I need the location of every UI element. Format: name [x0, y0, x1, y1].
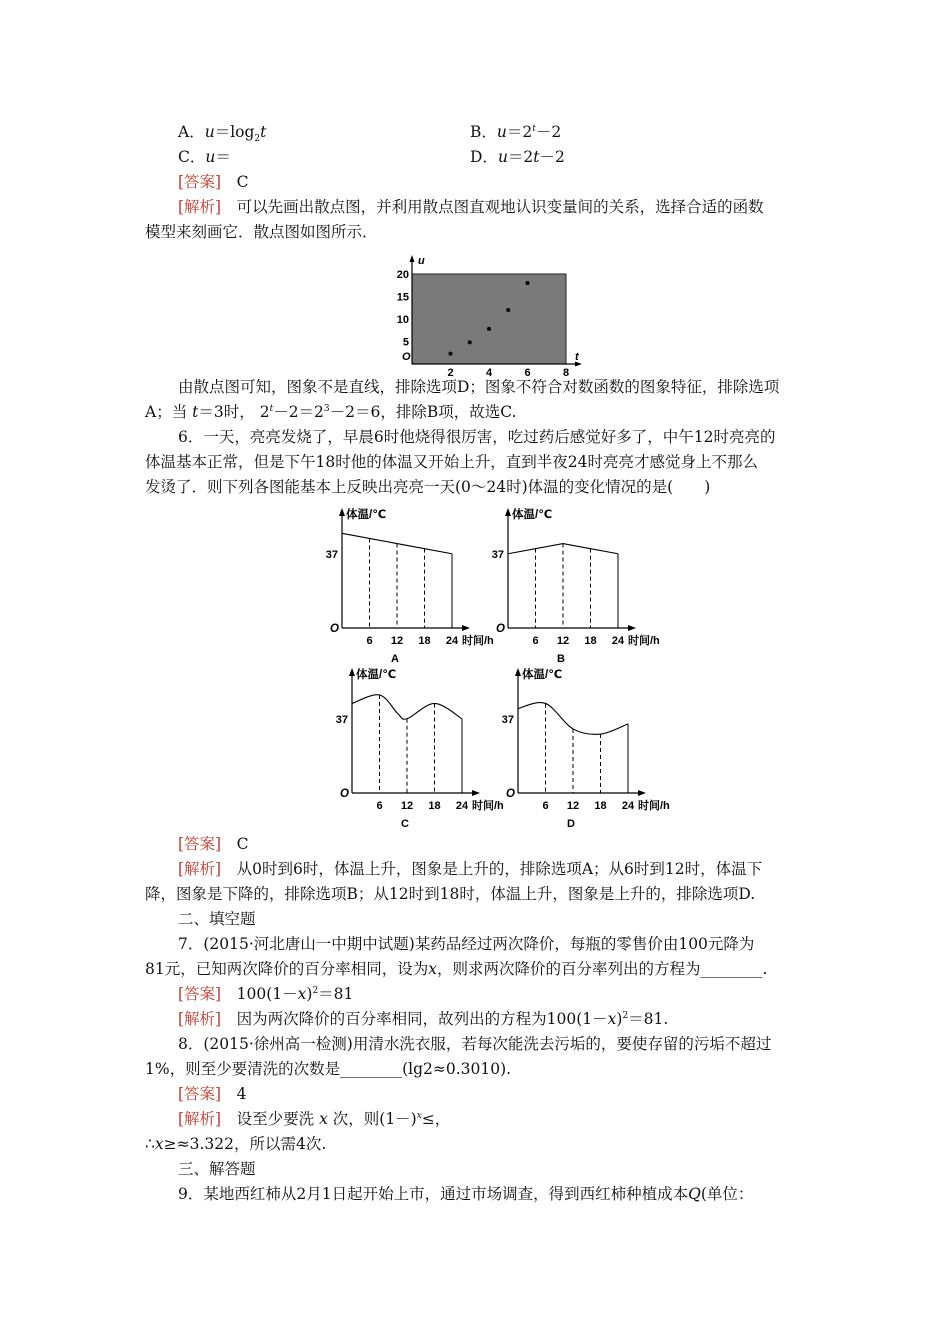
temp-origin: O — [330, 623, 339, 635]
q5-after-line2: A；当 t＝3时， $2^t-2=2^3-2=6$，排除B项，故选C. — [145, 403, 517, 421]
temp-chart-name: D — [567, 818, 575, 830]
option-d: D．u＝2t－2 — [470, 148, 565, 166]
option-a: A．$u=\log_2t$ — [178, 123, 267, 145]
temp-x-tick: 24 — [621, 800, 635, 812]
temp-chart-c — [336, 667, 504, 830]
temp-y-label: 体温/℃ — [522, 669, 563, 681]
temp-chart-name: B — [557, 653, 565, 665]
temp-chart-name: A — [391, 653, 399, 665]
temp-x-label: 时间/h — [638, 800, 670, 812]
temp-chart-d — [502, 667, 670, 830]
scatter-x-tick: 6 — [524, 367, 531, 379]
scatter-y-tick: 5 — [402, 336, 409, 349]
option-b: B．$u=2^t-2$ — [470, 123, 562, 141]
q7-line1: 7．(2015·河北唐山一中期中试题)某药品经过两次降价，每瓶的零售价由100元降为 — [178, 935, 755, 953]
scatter-y-tick: 15 — [396, 291, 409, 304]
section-fill-in: 二、填空题 — [178, 910, 256, 928]
q5-analysis-line2: 模型来刻画它．散点图如图所示． — [145, 223, 378, 241]
temp-y-label: 体温/℃ — [356, 669, 397, 681]
temp-y-label: 体温/℃ — [512, 509, 553, 521]
temp-x-tick: 18 — [418, 635, 431, 647]
scatter-plot — [385, 252, 595, 379]
scatter-plot-area — [412, 274, 566, 364]
q8-line2: 1%，则至少要清洗的次数是________(lg2≈0.3010). — [145, 1060, 512, 1078]
scatter-x-tick: 2 — [447, 367, 454, 379]
temp-origin: O — [496, 623, 505, 635]
temp-x-label: 时间/h — [462, 635, 494, 647]
q7-answer: [答案] $100(1-x)^2=81$ — [178, 985, 354, 1003]
temp-x-tick: 18 — [428, 800, 441, 812]
q8-answer: [答案] 4 — [178, 1085, 247, 1103]
temp-y-tick: 37 — [335, 713, 348, 726]
q7-analysis: [解析] 因为两次降价的百分率相同，故列出的方程为$100(1-x)^2=81$. — [178, 1010, 669, 1028]
q6-answer: [答案] C — [178, 835, 249, 853]
q6-analysis-line2: 降，图象是下降的，排除选项B；从12时到18时，体温上升，图象是上升的，排除选项D. — [145, 885, 756, 903]
scatter-point — [526, 281, 530, 285]
q6-line2: 体温基本正常，但是下午18时他的体温又开始上升，直到半夜24时亮亮才感觉身上不那么 — [145, 453, 758, 471]
temp-y-tick: 37 — [501, 713, 514, 726]
temp-x-tick: 24 — [611, 635, 625, 647]
q8-conclusion: ∴x≥≈3.322，所以需4次. — [145, 1135, 327, 1153]
temp-x-label: 时间/h — [628, 635, 660, 647]
q5-analysis-line1: [解析] 可以先画出散点图，并利用散点图直观地认识变量间的关系，选择合适的函数 — [178, 198, 764, 216]
temp-curve — [352, 695, 462, 720]
scatter-x-tick: 4 — [485, 367, 493, 379]
q9-line1: 9．某地西红柿从2月1日起开始上市，通过市场调查，得到西红柿种植成本Q(单位： — [178, 1185, 754, 1203]
temp-x-tick: 12 — [566, 800, 580, 812]
scatter-y-tick: 20 — [396, 269, 409, 281]
q8-line1: 8．(2015·徐州高一检测)用清水洗衣服，若每次能洗去污垢的，要使存留的污垢不超过 — [178, 1035, 772, 1053]
temp-origin: O — [506, 788, 515, 800]
section-solutions: 三、解答题 — [178, 1160, 256, 1178]
temp-x-tick: 6 — [532, 635, 539, 647]
temperature-charts — [300, 500, 680, 830]
temp-y-label: 体温/℃ — [346, 509, 387, 521]
scatter-y-tick: 10 — [396, 314, 409, 326]
q8-analysis: [解析] 设至少要洗 x 次，则$(1-)^x\le$， — [178, 1110, 451, 1128]
temp-x-tick: 6 — [376, 800, 383, 812]
q5-answer: [答案] C — [178, 173, 249, 191]
temp-x-tick: 24 — [455, 800, 469, 812]
temp-x-label: 时间/h — [472, 800, 504, 812]
temp-chart-b — [492, 507, 660, 665]
scatter-point — [506, 308, 510, 312]
q5-after-line1: 由散点图可知，图象不是直线，排除选项D；图象不符合对数函数的图象特征，排除选项 — [178, 378, 780, 396]
temp-x-tick: 6 — [366, 635, 373, 647]
temp-x-tick: 18 — [594, 800, 607, 812]
scatter-point — [487, 327, 491, 331]
temp-chart-a — [326, 507, 494, 665]
scatter-y-label: u — [418, 255, 425, 267]
temp-y-tick: 37 — [325, 548, 338, 561]
scatter-x-label: t — [575, 351, 579, 363]
temp-y-tick: 37 — [491, 548, 504, 561]
scatter-x-tick: 8 — [562, 367, 570, 379]
q6-analysis-line1: [解析] 从0时到6时，体温上升，图象是上升的，排除选项A；从6时到12时，体温下 — [178, 860, 763, 878]
temp-x-tick: 18 — [584, 635, 597, 647]
temp-x-tick: 24 — [445, 635, 459, 647]
temp-origin: O — [340, 788, 349, 800]
scatter-origin: O — [402, 351, 411, 363]
temp-x-tick: 12 — [390, 635, 404, 647]
temp-x-tick: 6 — [542, 800, 549, 812]
temp-chart-name: C — [401, 818, 409, 830]
option-c: C．u＝ — [178, 148, 231, 166]
q7-line2: 81元，已知两次降价的百分率相同，设为x，则求两次降价的百分率列出的方程为________. — [145, 960, 768, 978]
temp-x-tick: 12 — [556, 635, 570, 647]
q6-line3: 发烫了．则下列各图能基本上反映出亮亮一天(0～24时)体温的变化情况的是( ) — [145, 478, 711, 496]
temp-x-tick: 12 — [400, 800, 414, 812]
q6-line1: 6．一天，亮亮发烧了，早晨6时他烧得很厉害，吃过药后感觉好多了，中午12时亮亮的 — [178, 428, 776, 446]
scatter-point — [449, 352, 453, 356]
scatter-point — [468, 340, 472, 344]
